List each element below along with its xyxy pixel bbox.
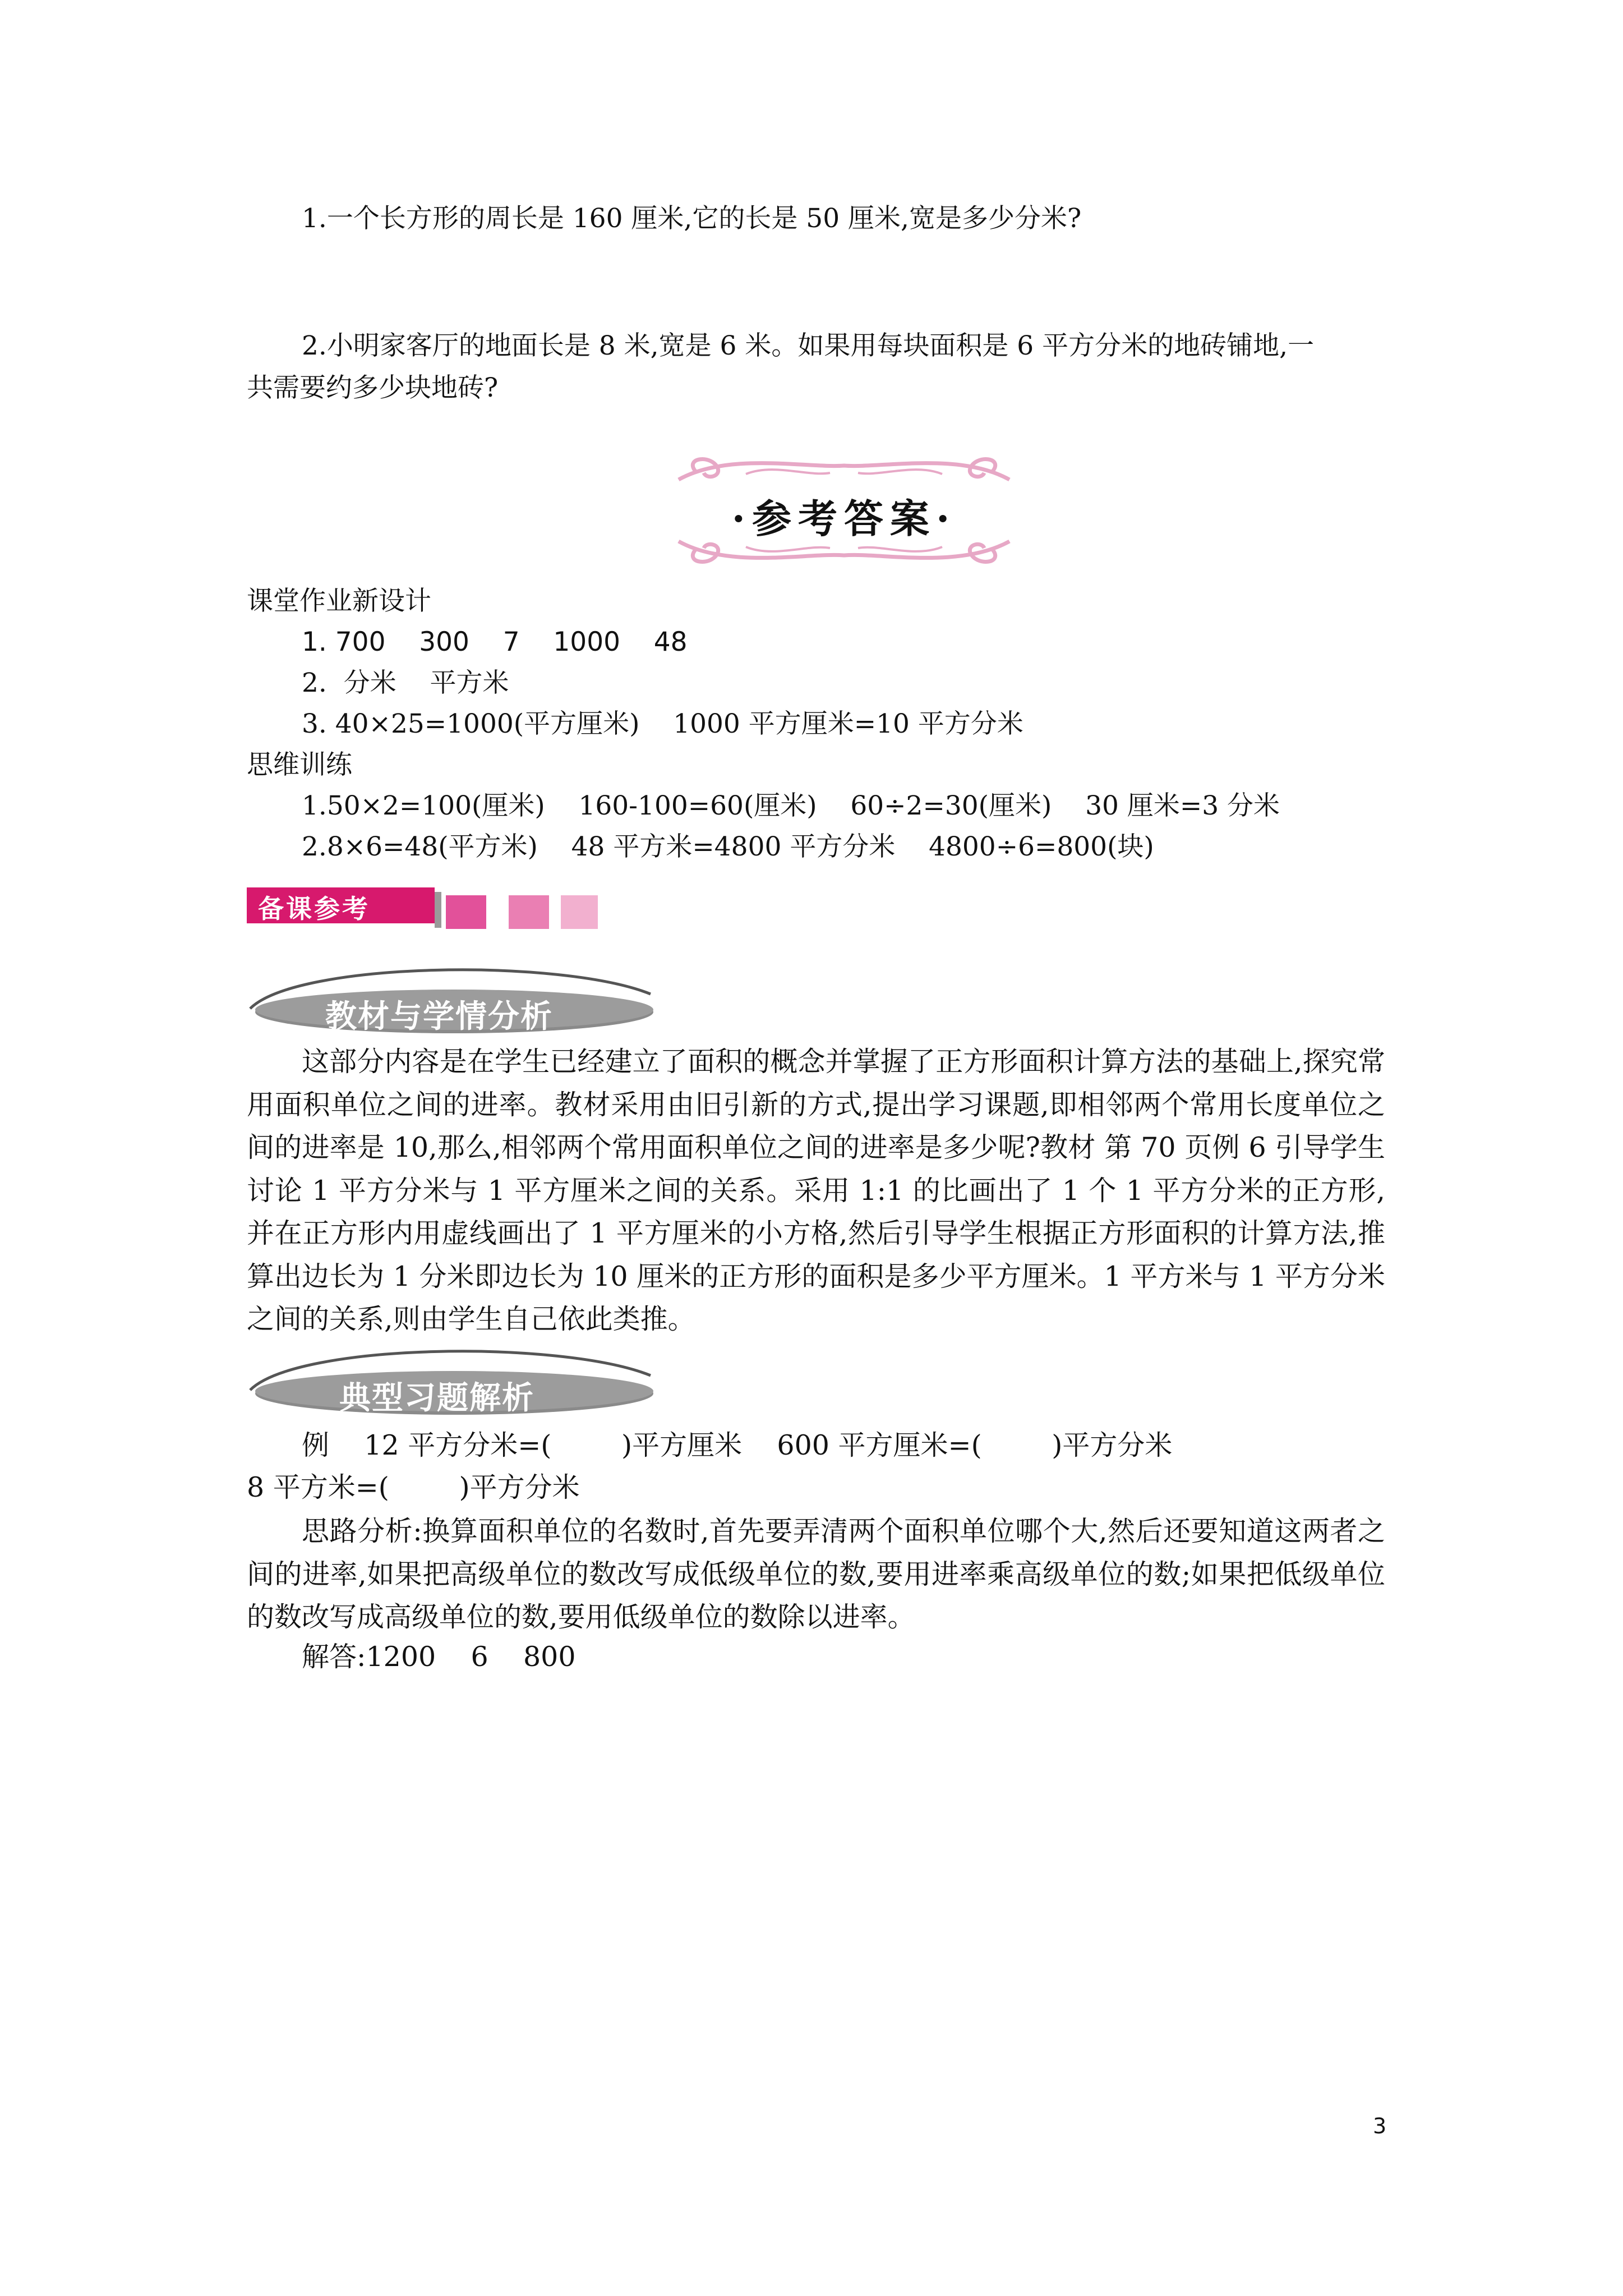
answer-1-2: 2. 分米 平方米 xyxy=(302,668,509,698)
example-line-2: 8 平方米=( )平方分米 xyxy=(247,1471,580,1503)
answer-section-2-title: 思维训练 xyxy=(247,749,352,780)
analysis-section-badge xyxy=(247,965,841,1038)
prep-bar-square-3 xyxy=(561,895,598,929)
answer-2-1: 1.50×2=100(厘米) 160-100=60(厘米) 60÷2=30(厘米) 30 厘米=3 分米 xyxy=(302,790,1280,821)
answer-2-2: 2.8×6=48(平方米) 48 平方米=4800 平方分米 4800÷6=800(块) xyxy=(302,831,1154,862)
exercise-1: 1.一个长方形的周长是 160 厘米,它的长是 50 厘米,宽是多少分米? xyxy=(302,203,1082,234)
typical-section-badge xyxy=(247,1346,841,1419)
answer-1-1: 1. 700 300 7 1000 48 xyxy=(302,627,688,657)
prep-bar-shadow xyxy=(435,892,441,928)
analysis-paragraph: 这部分内容是在学生已经建立了面积的概念并掌握了正方形面积计算方法的基础上,探究常用面积单位之间的进率。教材采用由旧引新的方式,提出学习课题,即相邻两个常用长度单位之间的进率是 10,那么,相邻两个常用面积单位之间的进率是多少呢?教材 第 70 页例 6 引导学生讨论 1 平方分米与 1 平方厘米之间的关系。采用 1:1 的比画出了 1 个 1 平方分米的正方形,并在正方形内用虚线画出了 1 平方厘米的小方格,然后引导学生根据正方形面积的计算方法,推算出边长为 1 分米即边长为 10 厘米的正方形的面积是多少平方厘米。1 平方米与 1 平方分米之间的关系,则由学生自己依此类推。 xyxy=(247,1046,1385,1335)
analysis-section-title: 教材与学情分析 xyxy=(325,999,553,1035)
answer-banner-title: ·参考答案· xyxy=(731,495,957,542)
example-line-1: 例 12 平方分米=( )平方厘米 600 平方厘米=( )平方分米 xyxy=(302,1429,1173,1461)
answer-1-3: 3. 40×25=1000(平方厘米) 1000 平方厘米=10 平方分米 xyxy=(302,708,1023,739)
exercise-2-line-1: 2.小明家客厅的地面长是 8 米,宽是 6 米。如果用每块面积是 6 平方分米的地砖铺地,一 xyxy=(302,330,1315,361)
typical-section-title: 典型习题解析 xyxy=(339,1380,534,1416)
page-number: 3 xyxy=(1373,2114,1387,2138)
prep-reference-bar xyxy=(247,887,606,932)
exercise-2-line-2: 共需要约多少块地砖? xyxy=(247,372,499,403)
prep-bar-square-1 xyxy=(446,895,486,929)
answer-section-1-title: 课堂作业新设计 xyxy=(247,586,431,616)
answer-banner xyxy=(662,446,1026,575)
prep-bar-label: 备课参考 xyxy=(258,894,370,924)
solution-answer: 解答:1200 6 800 xyxy=(302,1641,576,1673)
reasoning-paragraph: 思路分析:换算面积单位的名数时,首先要弄清两个面积单位哪个大,然后还要知道这两者之间的进率,如果把高级单位的数改写成低级单位的数,要用进率乘高级单位的数;如果把低级单位的数改写成高级单位的数,要用低级单位的数除以进率。 xyxy=(247,1515,1385,1633)
prep-bar-square-2 xyxy=(509,895,549,929)
